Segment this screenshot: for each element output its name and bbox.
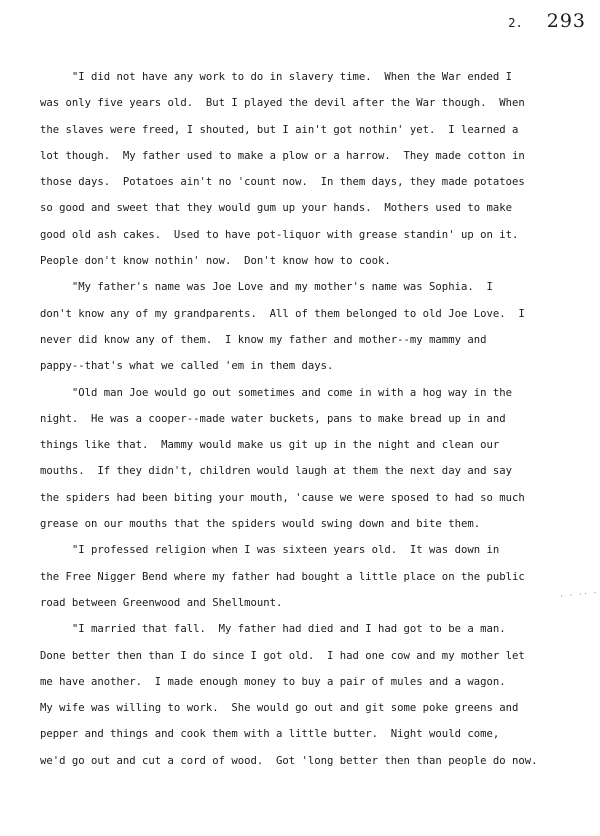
text-line: My wife was willing to work. She would go out and git some poke greens and [40,702,519,715]
text-line: the Free Nigger Bend where my father had bought a little place on the public [40,570,525,583]
text-line: never did know any of them. I know my father and mother--my mammy and [40,333,487,346]
text-line: "Old man Joe would go out sometimes and come in with a hog way in the [40,386,512,399]
text-line: good old ash cakes. Used to have pot-liquor with grease standin' up on it. [40,228,519,241]
section-number: 2. [508,16,523,30]
text-line: don't know any of my grandparents. All of them belonged to old Joe Love. I [40,307,525,320]
text-line: those days. Potatoes ain't no 'count now. In them days, they made potatoes [40,176,525,189]
page-header [508,10,586,32]
text-line: the spiders had been biting your mouth, 'cause we were sposed to had so much [40,491,525,504]
text-line: was only five years old. But I played the devil after the War though. When [40,97,525,110]
text-line: grease on our mouths that the spiders would swing down and bite them. [40,518,481,531]
text-line: so good and sweet that they would gum up your hands. Mothers used to make [40,202,512,215]
margin-smudge-mark: · · ·· · [559,588,599,601]
text-line: pappy--that's what we called 'em in them days. [40,360,334,373]
text-line: night. He was a cooper--made water buckets, pans to make bread up in and [40,412,506,425]
text-line: road between Greenwood and Shellmount. [40,596,283,609]
text-line: mouths. If they didn't, children would laugh at them the next day and say [40,465,512,478]
text-line: the slaves were freed, I shouted, but I ain't got nothin' yet. I learned a [40,123,519,136]
text-line: pepper and things and cook them with a little butter. Night would come, [40,728,500,741]
text-line: we'd go out and cut a cord of wood. Got 'long better then than people do now. [40,754,538,767]
text-line: "I married that fall. My father had died and I had got to be a man. [40,623,506,636]
text-line: "I did not have any work to do in slavery time. When the War ended I [40,71,512,83]
text-line: "I professed religion when I was sixteen years old. It was down in [40,544,500,557]
text-line: lot though. My father used to make a plow or a harrow. They made cotton in [40,149,525,162]
text-line: me have another. I made enough money to buy a pair of mules and a wagon. [40,675,506,688]
text-line: "My father's name was Joe Love and my mother's name was Sophia. I [40,281,493,294]
text-line: People don't know nothin' now. Don't know how to cook. [40,255,391,268]
page-number: 293 [546,10,586,32]
typed-text-body [40,64,592,774]
text-line: Done better then than I do since I got old. I had one cow and my mother let [40,649,525,662]
text-line: things like that. Mammy would make us git up in the night and clean our [40,439,500,452]
